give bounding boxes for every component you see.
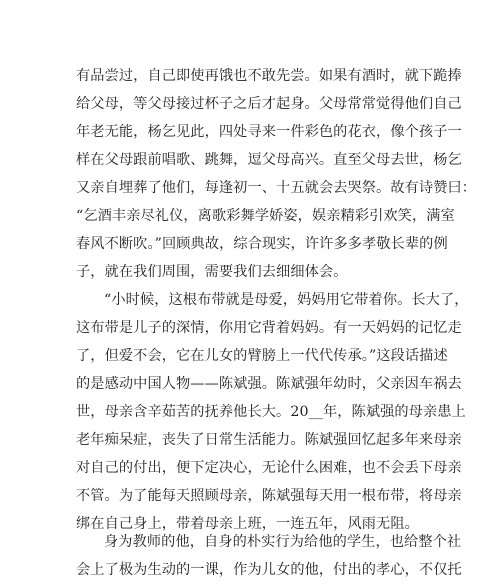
text-line: 身为教师的他，自身的朴实行为给他的学生，也给整个社 [104, 534, 462, 550]
text-line: 又亲自埋葬了他们，每逢初一、十五就会去哭祭。故有诗赞曰： [76, 180, 477, 196]
text-line: 会上了极为生动的一课，作为儿女的他，付出的孝心，不仅托 [76, 562, 462, 578]
text-line: 春风不断吹。”回顾典故，综合现实，许许多多孝敬长辈的例 [76, 236, 448, 252]
text-line: “小时候，这根布带就是母爱，妈妈用它带着你。长大了， [104, 292, 469, 308]
text-line: 有品尝过，自己即使再饿也不敢先尝。如果有酒时，就下跪捧 [76, 68, 462, 84]
text-line: 给父母，等父母接过杯子之后才起身。父母常常觉得他们自己 [76, 96, 462, 112]
text-line: 这布带是儿子的深情，你用它背着妈妈。有一天妈妈的记忆走 [76, 320, 462, 336]
paragraph-chen-binqiang-story [76, 286, 469, 538]
text-line: 老年痴呆症，丧失了日常生活能力。陈斌强回忆起多年来母亲 [76, 432, 462, 448]
text-line: 绑在自己身上，带着母亲上班，一连五年，风雨无阻。 [76, 516, 419, 532]
text-line: 世，母亲含辛茹苦的抚养他长大。20__年，陈斌强的母亲患上 [76, 404, 466, 420]
text-line: 了，但爱不会，它在儿女的臂膀上一代代传承。”这段话描述 [76, 348, 448, 364]
text-line: 样在父母跟前唱歌、跳舞，逗父母高兴。直至父母去世，杨乞 [76, 152, 462, 168]
text-line: 的是感动中国人物——陈斌强。陈斌强年幼时，父亲因车祸去 [76, 376, 462, 392]
text-line: 对自己的付出，便下定决心，无论什么困难，也不会丢下母亲 [76, 460, 462, 476]
text-line: 子，就在我们周围，需要我们去细细体会。 [76, 264, 348, 280]
paragraph-teacher-example [76, 528, 462, 584]
text-line: 年老无能，杨乞见此，四处寻来一件彩色的花衣，像个孩子一 [76, 124, 462, 140]
text-line: 不管。为了能每天照顾母亲，陈斌强每天用一根布带，将母亲 [76, 488, 462, 504]
paragraph-yang-qi-story [76, 62, 477, 286]
text-line: “乞酒丰亲尽礼仪，离歌彩舞学娇姿，娱亲精彩引欢笑，满室 [76, 208, 455, 224]
